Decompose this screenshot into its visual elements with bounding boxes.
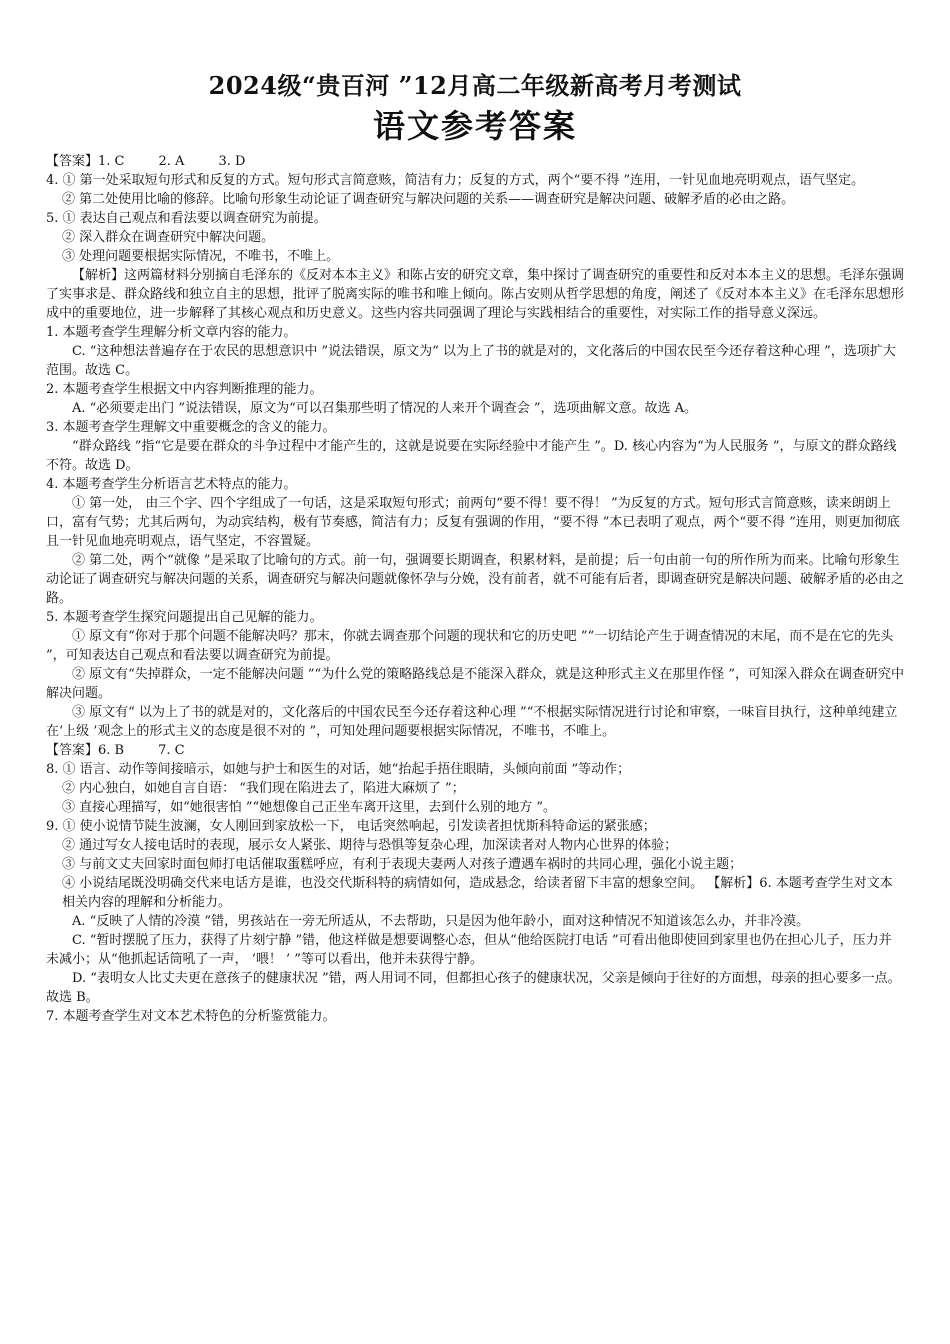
text-line: ② 第二处使用比喻的修辞。比喻句形象生动论证了调查研究与解决问题的关系——调查研究是解决问题、破解矛盾的必由之路。: [62, 192, 795, 207]
text-line: 7. 本题考查学生对文本艺术特色的分析鉴赏能力。: [46, 1009, 336, 1024]
text-line: ③ 与前文丈夫回家时面包师打电话催取蛋糕呼应，有利于表现夫妻两人对孩子遭遇车祸时的共同心理，强化小说主题；: [62, 857, 743, 872]
text-line: ① 原文有“你对于那个问题不能解决吗？那末，你就去调查那个问题的现状和它的历史吧 ”“一切结论产生于调查情况的末尾，而不是在它的先头 ”，可知表达自己观点和看法要以调查研究为前提。: [46, 629, 894, 663]
answer-key-row-1: [46, 152, 904, 171]
text-line: A. “反映了人情的冷漠 ”错，男孩站在一旁无所适从，不去帮助，只是因为他年龄小，面对这种情况不知道该怎么办，并非冷漠。: [72, 914, 810, 929]
text-line: 8. ① 语言、动作等间接暗示，如她与护士和医生的对话，她“抬起手捂住眼睛，头倾向前面 ”等动作；: [46, 762, 631, 777]
text-line: ③ 直接心理描写，如“她很害怕 ”“她想像自己正坐车离开这里，去到什么别的地方 ”。: [62, 800, 556, 815]
analysis-paragraph: 【解析】这两篇材料分别摘自毛泽东的《反对本本主义》和陈占安的研究文章，集中探讨了调查研究的重要性和反对本本主义的思想。毛泽东强调了实事求是、群众路线和独立自主的思想，批评了脱离实际的唯书和唯上倾向。陈占安则从哲学思想的角度，阐述了《反对本本主义》在毛泽东思想形成中的重要地位，进一步解释了其核心观点和历史意义。这些内容共同强调了理论与实践相结合的重要性，对实际工作的指导意义深远。: [46, 268, 905, 321]
document-subtitle: 语文参考答案: [372, 107, 577, 145]
section-2-body: [46, 760, 904, 1026]
text-line: 3. 本题考查学生理解文中重要概念的含义的能力。: [46, 420, 336, 435]
text-line: ② 原文有“失掉群众，一定不能解决问题 ”“为什么党的策略路线总是不能深入群众，就是这种形式主义在那里作怪 ”，可知深入群众在调查研究中解决问题。: [46, 667, 904, 701]
text-line: ③ 原文有“ 以为上了书的就是对的，文化落后的中国农民至今还存着这种心理 ”“不根据实际情况进行讨论和审察，一味盲目执行，这种单纯建立在‘上级 ’观念上的形式主义的态度是很不对的 ”，可知处理问题要根据实际情况，不唯书，不唯上。: [46, 705, 898, 739]
text-line: ③ 处理问题要根据实际情况，不唯书，不唯上。: [62, 249, 340, 264]
text-line: 5. ① 表达自己观点和看法要以调查研究为前提。: [46, 211, 327, 226]
answer-label: 【答案】: [46, 743, 99, 758]
text-line: C. “暂时摆脱了压力，获得了片刻宁静 ”错，他这样做是想要调整心态，但从“他给医院打电话 ”可看出他即使回到家里也仍在担心儿子，压力并未减小；从“他抓起话筒吼了一声， ‘喂！ ’ ”等可以看出，他并未获得宁静。: [46, 933, 892, 967]
answer-item: 7. C: [158, 743, 185, 758]
section-1-body: [46, 171, 904, 741]
answer-key-row-2: [46, 741, 904, 760]
text-line: 4. ① 第一处采取短句形式和反复的方式。短句形式言简意赅，简洁有力；反复的方式，两个“要不得 ”连用，一针见血地亮明观点，语气坚定。: [46, 173, 865, 188]
text-line: 9. ① 使小说情节陡生波澜，女人刚回到家放松一下， 电话突然响起，引发读者担忧斯科特命运的紧张感；: [46, 819, 656, 834]
answer-item: 6. B: [98, 743, 125, 758]
text-line: 1. 本题考查学生理解分析文章内容的能力。: [46, 325, 297, 340]
answer-item: 1. C: [98, 154, 125, 169]
answer-item: 3. D: [218, 154, 246, 169]
document-page: [46, 70, 904, 1026]
text-line: ② 通过写女人接电话时的表现，展示女人紧张、期待与恐惧等复杂心理，加深读者对人物内心世界的体验；: [62, 838, 678, 853]
text-line: C. “这种想法普遍存在于农民的思想意识中 ”说法错误，原文为“ 以为上了书的就是对的，文化落后的中国农民至今还存着这种心理 ”，选项扩大范围。故选 C。: [46, 344, 896, 378]
answer-label: 【答案】: [46, 154, 99, 169]
text-line: “群众路线 ”指“它是要在群众的斗争过程中才能产生的，这就是说要在实际经验中才能产生 ”。D. 核心内容为“为人民服务 ”，与原文的群众路线不符。故选 D。: [46, 439, 897, 473]
text-line: ② 第二处，两个“就像 ”是采取了比喻句的方式。前一句，强调要长期调查，积累材料，是前提；后一句由前一句的所作所为而来。比喻句形象生动论证了调查研究与解决问题的关系，调查研究与解决问题就像怀孕与分娩，没有前者，就不可能有后者，即调查研究是解决问题、破解矛盾的必由之路。: [46, 553, 905, 606]
answer-item: 2. A: [158, 154, 185, 169]
text-line: 2. 本题考查学生根据文中内容判断推理的能力。: [46, 382, 323, 397]
text-line: 5. 本题考查学生探究问题提出自己见解的能力。: [46, 610, 323, 625]
text-line: ④ 小说结尾既没明确交代来电话方是谁，也没交代斯科特的病情如何，造成悬念，给读者留下丰富的想象空间。 【解析】6. 本题考查学生对文本相关内容的理解和分析能力。: [62, 876, 893, 910]
text-line: ② 深入群众在调查研究中解决问题。: [62, 230, 275, 245]
text-line: 4. 本题考查学生分析语言艺术特点的能力。: [46, 477, 297, 492]
text-line: A. “必须要走出门 ”说法错误，原文为“可以召集那些明了情况的人来开个调查会 ”，选项曲解文意。故选 A。: [72, 401, 698, 416]
exam-title: 2024级“贵百河 ”12月高二年级新高考月考测试: [208, 71, 742, 100]
text-line: D. “表明女人比丈夫更在意孩子的健康状况 ”错，两人用词不同，但都担心孩子的健康状况，父亲是倾向于往好的方面想，母亲的担心要多一点。故选 B。: [46, 971, 901, 1005]
text-line: ① 第一处， 由三个字、四个字组成了一句话，这是采取短句形式；前两句“要不得！要不得！ ”为反复的方式。短句形式言简意赅，读来朗朗上口，富有气势；尤其后两句，为动宾结构，极有节奏感，简洁有力；反复有强调的作用，“要不得 ”本已表明了观点，两个“要不得 ”连用，则更加彻底且一针见血地亮明观点，语气坚定，不容置疑。: [46, 496, 900, 549]
text-line: ② 内心独白，如她自言自语： “我们现在陷进去了，陷进大麻烦了 ”；: [62, 781, 465, 796]
